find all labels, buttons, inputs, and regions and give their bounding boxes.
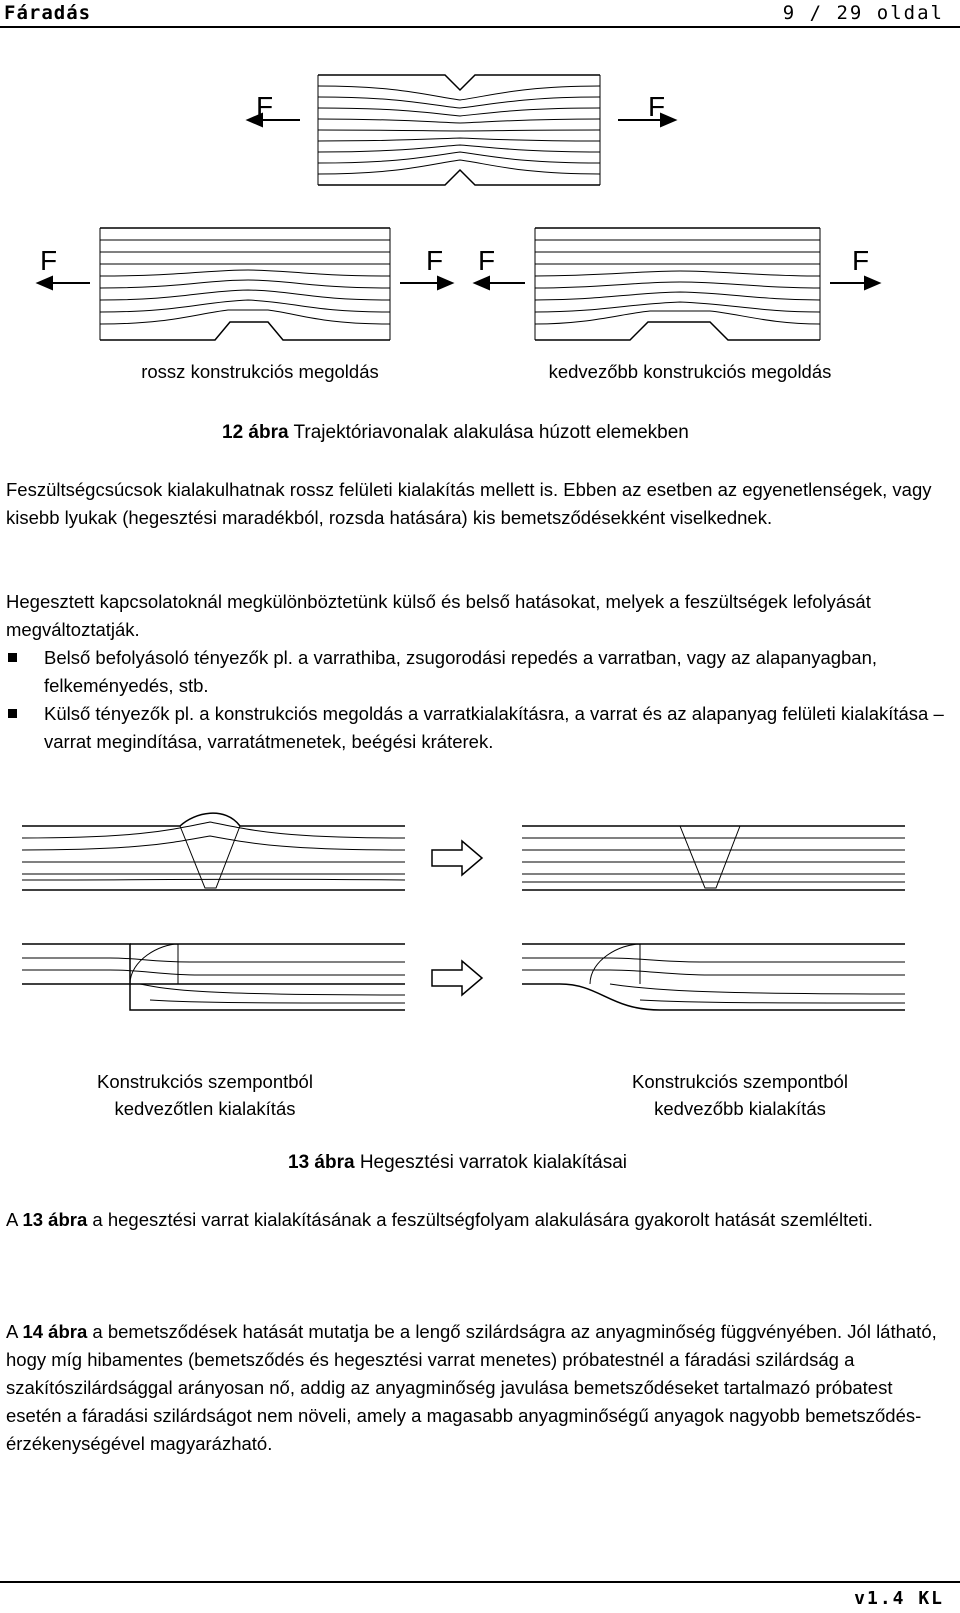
figure-12-label-good: kedvezőbb konstrukciós megoldás xyxy=(548,361,832,382)
paragraph-3-start: A xyxy=(6,1209,23,1230)
bullet-icon xyxy=(8,709,17,718)
figure-12 xyxy=(0,60,960,400)
page-header xyxy=(0,0,960,28)
paragraph-4-start: A xyxy=(6,1321,23,1342)
bullet-text: Belső befolyásoló tényezők pl. a varrathiba, zsugorodási repedés a varratban, vagy az alapanyagban, felkeményedés, stb. xyxy=(44,647,878,696)
figure-13-caption-text: Hegesztési varratok kialakításai xyxy=(354,1152,627,1173)
figure-13-drawing xyxy=(0,800,960,1040)
figure-13-label-good-line-1: Konstrukciós szempontból xyxy=(632,1071,848,1092)
document-title: Fáradás xyxy=(4,2,92,24)
paragraph-3-text: a hegesztési varrat kialakításának a feszültségfolyam alakulására gyakorolt hatását szemlélteti. xyxy=(87,1209,873,1230)
force-label: F xyxy=(478,245,496,276)
figure-13-label-bad-line-1: Konstrukciós szempontból xyxy=(97,1071,313,1092)
figure-12-caption-text: Trajektóriavonalak alakulása húzott elemekben xyxy=(288,422,689,443)
figure-12-drawing xyxy=(0,60,960,400)
figure-reference: 13 ábra xyxy=(22,1209,88,1230)
figure-13-caption-number: 13 ábra xyxy=(288,1152,355,1173)
bullet-item xyxy=(6,644,946,700)
paragraph-4-text: a bemetsződések hatását mutatja be a lengő szilárdságra az anyagminőség függvényében. Jól látható, hogy míg hibamentes (bemetsződés és hegesztési varrat menetes) próbatestnél a fáradási szilárdság a szakítószilárdsággal arányosan nő, addig az anyagminőség javulása bemetsződéseket tartalmazó próbatest esetén a fáradási szilárdságot nem növeli, amely a magasabb anyagminőségű anyagok nagyobb bemetsződés-érzékenységével magyarázható. xyxy=(6,1321,937,1454)
paragraph-1: Feszültségcsúcsok kialakulhatnak rossz felületi kialakítás mellett is. Ebben az esetben az egyenetlenségek, vagy kisebb lyukak (hegesztési maradékból, rozsda hatására) kis bemetsződésekként viselkednek. xyxy=(6,479,932,528)
version-label: v1.4 KL xyxy=(854,1588,944,1609)
figure-13-caption xyxy=(288,1152,627,1174)
force-label: F xyxy=(648,91,666,122)
figure-12-label-bad: rossz konstrukciós megoldás xyxy=(141,361,379,382)
paragraph-4 xyxy=(6,1318,946,1458)
figure-12-caption-number: 12 ábra xyxy=(222,422,289,443)
figure-reference: 14 ábra xyxy=(22,1321,88,1342)
footer-rule xyxy=(0,1581,960,1583)
force-label: F xyxy=(40,245,58,276)
paragraph-2: Hegesztett kapcsolatoknál megkülönböztetünk külső és belső hatásokat, melyek a feszültségek lefolyását megváltoztatják. xyxy=(6,591,871,640)
figure-13 xyxy=(0,800,960,1040)
force-label: F xyxy=(256,91,274,122)
bullet-icon xyxy=(8,653,17,662)
figure-13-label-good-line-2: kedvezőbb kialakítás xyxy=(654,1098,826,1119)
force-label: F xyxy=(426,245,444,276)
force-label: F xyxy=(852,245,870,276)
figure-12-caption xyxy=(222,422,689,444)
page-number: 9 / 29 oldal xyxy=(782,2,944,24)
bullet-item xyxy=(6,700,946,756)
bullet-text: Külső tényezők pl. a konstrukciós megoldás a varratkialakításra, a varrat és az alapanyag felületi kialakítása – varrat megindítása, varratátmenetek, beégési kráterek. xyxy=(44,703,944,752)
figure-13-label-bad-line-2: kedvezőtlen kialakítás xyxy=(114,1098,296,1119)
figure-13-label-bad xyxy=(60,1068,350,1122)
figure-13-label-good xyxy=(595,1068,885,1122)
paragraph-3 xyxy=(6,1206,946,1234)
